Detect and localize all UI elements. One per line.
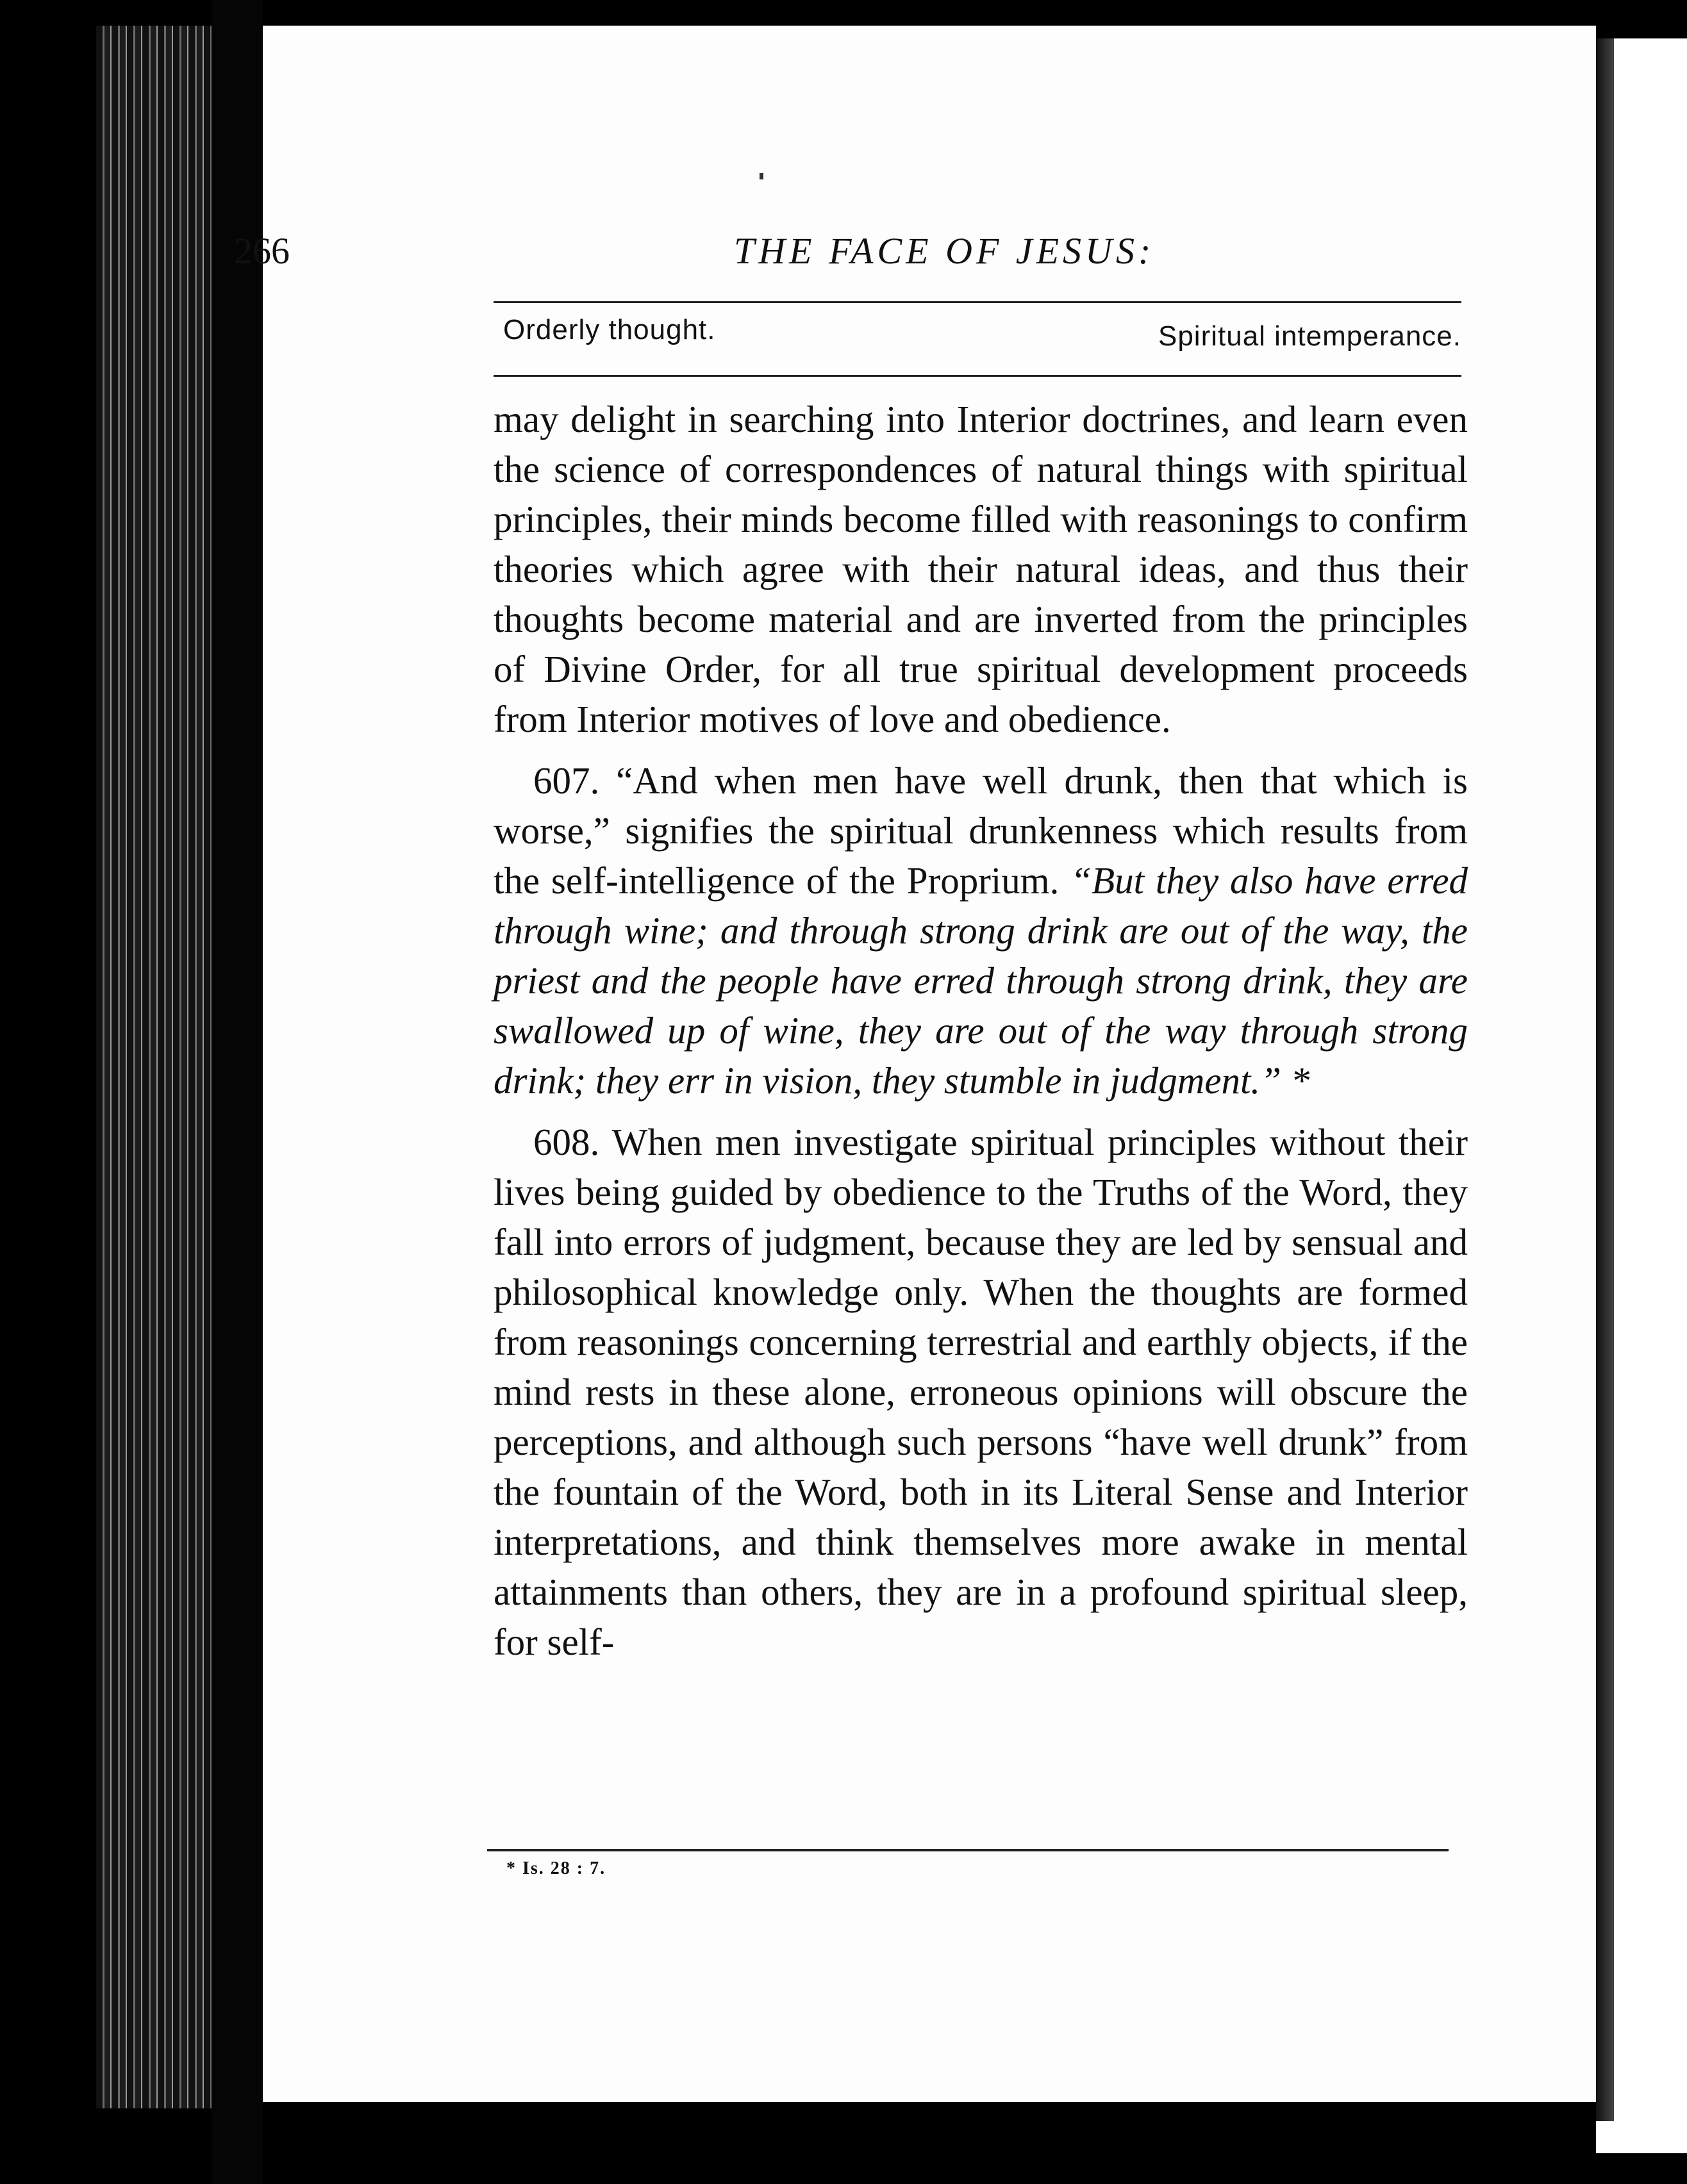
print-speck: [760, 173, 763, 179]
header-rule-bottom: [494, 375, 1461, 377]
paragraph-607-text: 607. “And when men have well drunk, then that which is worse,” signifies the spiritual drunkenness which results from the self-intelligence of the Proprium.: [494, 759, 1468, 902]
footnote: * Is. 28 : 7.: [506, 1858, 606, 1878]
page-header: [234, 218, 1452, 282]
paragraph-607: [494, 756, 1468, 1105]
paragraph-607-quotation: “But they also have erred through wine; and through strong drink are out of the way, the priest and the people have erred through strong drink, they are swallowed up of wine, they are out of the way through strong drink; they err in vision, they stumble in judgment.” *: [494, 859, 1468, 1102]
sidenote-left: Orderly thought.: [503, 314, 716, 345]
page-number: 266: [234, 230, 290, 272]
body-text: [494, 394, 1468, 1667]
header-rule-top: [494, 301, 1461, 303]
sidenote-right: Spiritual intemperance.: [1158, 320, 1461, 352]
footnote-rule: [487, 1849, 1449, 1851]
paragraph-continued: may delight in searching into Interior doctrines, and learn even the science of correspondences of natural things with spiritual principles, their minds become filled with reasonings to confirm theories which agree with their natural ideas, and thus their thoughts become material and are inverted from the principles of Divine Order, for all true spiritual development proceeds from Interior motives of love and obedience.: [494, 398, 1468, 740]
paragraph-608: 608. When men investigate spiritual principles without their lives being guided by obedience to the Truths of the Word, they fall into errors of judgment, because they are led by sensual and philosophical knowledge only. When the thoughts are formed from reasonings concerning terrestrial and earthly objects, if the mind rests in these alone, erroneous opinions will obscure the perceptions, and although such persons “have well drunk” from the fountain of the Word, both in its Literal Sense and Interior interpretations, and think themselves more awake in mental attainments than others, they are in a profound spiritual sleep, for self-: [494, 1121, 1468, 1663]
facing-page-gutter: [1596, 38, 1614, 2121]
book-spine-shadow: [212, 0, 263, 2184]
running-title: THE FACE OF JESUS:: [734, 230, 1155, 272]
